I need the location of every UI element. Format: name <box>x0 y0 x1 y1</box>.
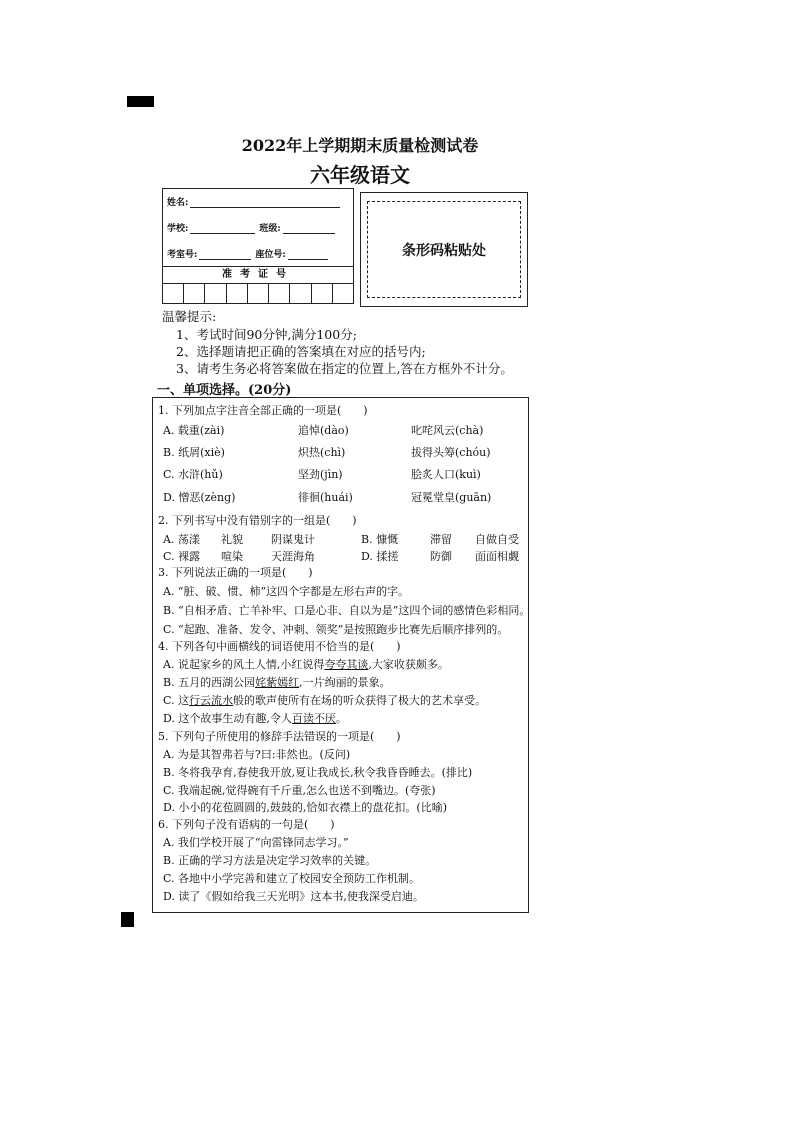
option: 防御 <box>430 550 452 563</box>
option: C. 我端起碗,觉得碗有千斤重,怎么也送不到嘴边。(夸张) <box>163 784 436 797</box>
option: A. “脏、破、惯、柿”这四个字都是左形右声的字。 <box>163 585 410 598</box>
seat-field[interactable] <box>288 249 328 260</box>
name-row <box>167 195 340 208</box>
option: 坚劲(jìn) <box>298 468 343 481</box>
section-heading: 一、单项选择。(20分) <box>157 383 292 398</box>
barcode-label: 条形码粘贴处 <box>402 242 486 259</box>
student-info-box <box>162 188 354 304</box>
question-stem: 1. 下列加点字注音全部正确的一项是( ) <box>158 404 368 417</box>
option: 面面相觑 <box>475 550 519 563</box>
tip-item: 2、选择题请把正确的答案填在对应的括号内; <box>176 344 426 359</box>
option: D. 读了《假如给我三天光明》这本书,使我深受启迪。 <box>163 890 424 903</box>
ticket-cell[interactable] <box>248 283 269 303</box>
question-stem: 3. 下列说法正确的一项是( ) <box>158 566 313 579</box>
option: 脍炙人口(kuì) <box>411 468 481 481</box>
room-field[interactable] <box>199 249 251 260</box>
class-label: 班级: <box>259 224 281 234</box>
exam-title: 2022年上学期期末质量检测试卷 <box>241 136 479 155</box>
tip-item: 3、请考生务必将答案做在指定的位置上,答在方框外不计分。 <box>176 361 513 376</box>
option: D. 揉搓 <box>361 550 399 563</box>
ticket-cell[interactable] <box>312 283 333 303</box>
underlined-phrase: 夸夸其谈 <box>324 658 369 671</box>
option: B. 慷慨 <box>361 533 399 546</box>
option: B. 五月的西湖公园姹紫嫣红,一片绚丽的景象。 <box>163 676 391 689</box>
option: B. “自相矛盾、亡羊补牢、口是心非、自以为是”这四个词的感情色彩相同。 <box>163 604 531 617</box>
name-label: 姓名: <box>167 198 189 208</box>
ticket-cell[interactable] <box>290 283 311 303</box>
ticket-cell[interactable] <box>227 283 248 303</box>
ticket-cell[interactable] <box>205 283 226 303</box>
barcode-placeholder <box>367 201 521 298</box>
option: 叱咤风云(chà) <box>411 424 484 437</box>
ticket-cell[interactable] <box>184 283 205 303</box>
option: C. 水浒(hǔ) <box>163 468 223 481</box>
room-row <box>167 247 328 260</box>
exam-subject: 六年级语文 <box>310 163 410 187</box>
option: 自做自受 <box>475 533 519 546</box>
option: B. 纸屑(xiè) <box>163 446 225 459</box>
seat-label: 座位号: <box>255 250 286 260</box>
option: 冠冕堂皇(guān) <box>411 491 492 504</box>
option: D. 小小的花苞圆圆的,鼓鼓的,恰如衣襟上的盘花扣。(比喻) <box>163 801 447 814</box>
corner-registration-mark <box>127 96 154 107</box>
option: 礼貌 <box>221 533 243 546</box>
option: A. 为是其智弗若与?曰:非然也。(反问) <box>163 748 351 761</box>
school-field[interactable] <box>190 223 255 234</box>
option: C. 这行云流水般的歌声使所有在场的听众获得了极大的艺术享受。 <box>163 694 487 707</box>
option: C. 各地中小学完善和建立了校园安全预防工作机制。 <box>163 872 421 885</box>
question-stem: 4. 下列各句中画横线的词语使用不恰当的是( ) <box>158 640 401 653</box>
option: 拔得头筹(chóu) <box>411 446 491 459</box>
question-stem: 6. 下列句子没有语病的一句是( ) <box>158 818 335 831</box>
questions-box <box>152 397 529 913</box>
option: A. 载重(zài) <box>163 424 225 437</box>
option: 天涯海角 <box>271 550 315 563</box>
class-field[interactable] <box>283 223 335 234</box>
room-label: 考室号: <box>167 250 198 260</box>
option: 追悼(dào) <box>298 424 349 437</box>
ticket-number-cells <box>163 283 353 303</box>
option: B. 冬将我孕育,春使我开放,夏让我成长,秋令我昏昏睡去。(排比) <box>163 766 473 779</box>
name-field[interactable] <box>190 197 340 208</box>
option: A. 说起家乡的风土人情,小红说得夸夸其谈,大家收获颇多。 <box>163 658 449 671</box>
option: A. 荡漾 <box>163 533 200 546</box>
ticket-cell[interactable] <box>269 283 290 303</box>
option: C. 裸露 <box>163 550 201 563</box>
option: 阴谋鬼计 <box>271 533 315 546</box>
ticket-cell[interactable] <box>163 283 184 303</box>
option: 徘徊(huái) <box>298 491 353 504</box>
ticket-cell[interactable] <box>333 283 353 303</box>
option: B. 正确的学习方法是决定学习效率的关键。 <box>163 854 377 867</box>
underlined-phrase: 行云流水 <box>189 694 234 707</box>
option: 滞留 <box>430 533 452 546</box>
corner-registration-mark <box>121 912 134 927</box>
ticket-number-label: 准考证号 <box>163 266 353 284</box>
barcode-area <box>360 192 528 307</box>
option: D. 憎恶(zèng) <box>163 491 236 504</box>
tips-heading: 温馨提示: <box>162 309 217 324</box>
option: 炽热(chì) <box>298 446 346 459</box>
underlined-phrase: 百读不厌 <box>291 712 336 725</box>
tip-item: 1、考试时间90分钟,满分100分; <box>176 327 357 342</box>
option: A. 我们学校开展了“向雷锋同志学习。” <box>163 836 349 849</box>
option: 喧染 <box>221 550 243 563</box>
school-row <box>167 221 335 234</box>
question-stem: 2. 下列书写中没有错别字的一组是( ) <box>158 514 357 527</box>
question-stem: 5. 下列句子所使用的修辞手法错误的一项是( ) <box>158 730 401 743</box>
option: C. “起跑、准备、发令、冲刺、领奖”是按照跑步比赛先后顺序排列的。 <box>163 623 509 636</box>
underlined-phrase: 姹紫嫣红 <box>255 676 300 689</box>
school-label: 学校: <box>167 224 189 234</box>
option: D. 这个故事生动有趣,令人百读不厌。 <box>163 712 347 725</box>
